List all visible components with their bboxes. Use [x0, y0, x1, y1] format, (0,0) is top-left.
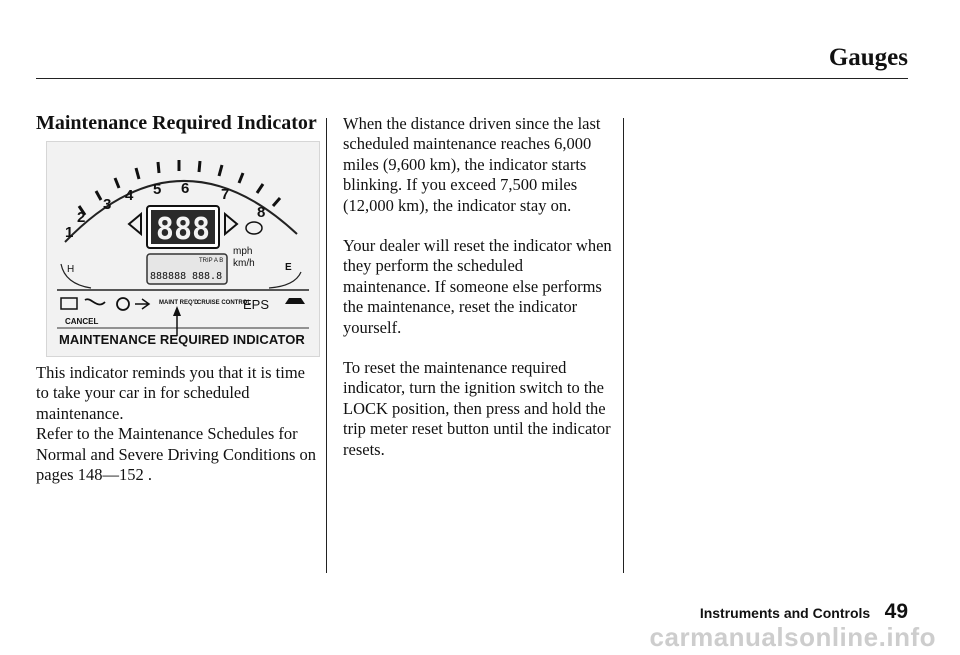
maint-reqd-label: MAINT REQ'D [159, 300, 199, 306]
column-divider-left [326, 118, 327, 573]
footer-section-title: Instruments and Controls [699, 605, 871, 621]
watermark: carmanualsonline.info [649, 622, 936, 652]
page-number: 49 [884, 600, 908, 623]
tach-number-2: 2 [77, 209, 86, 226]
tach-number-8: 8 [257, 204, 266, 221]
tach-number-3: 3 [103, 196, 112, 213]
tach-number-5: 5 [153, 181, 162, 198]
right-column-text [343, 114, 613, 460]
tach-number-4: 4 [125, 187, 134, 204]
speed-display-digits: 888 [155, 212, 211, 247]
temp-gauge-h-label: H [67, 264, 75, 275]
trip-label: TRIP A B [199, 258, 224, 264]
callout-arrow-icon [173, 306, 181, 316]
lights-on-icon [135, 299, 149, 309]
dealer-reset-paragraph: Your dealer will reset the indicator when they perform the scheduled maintenance. If someone else performs the maintenance, reset the indicator yourself. [343, 236, 612, 337]
oil-pressure-icon [85, 299, 105, 304]
reset-procedure-paragraph: To reset the maintenance required indicator, turn the ignition switch to the LOCK position, then press and hold the trip meter reset button until the indicator resets. [343, 358, 611, 459]
left-turn-arrow-icon [129, 214, 141, 234]
trip-digits: 888.8 [192, 271, 223, 282]
temp-gauge-arc [61, 264, 91, 288]
high-beam-icon [246, 222, 262, 234]
instrument-cluster-figure [46, 141, 320, 357]
odometer-digits: 888888 [150, 271, 187, 282]
reference-paragraph: Refer to the Maintenance Schedules for Normal and Severe Driving Conditions on pages 148—152 . [36, 424, 317, 485]
intro-paragraph: This indicator reminds you that it is time to take your car in for scheduled maintenance. [36, 363, 306, 423]
fuel-gauge-e-label: E [285, 262, 292, 273]
header-rule [36, 78, 908, 79]
right-turn-arrow-icon [225, 214, 237, 234]
instrument-cluster-illustration [47, 142, 319, 356]
tach-number-6: 6 [181, 180, 190, 197]
distance-paragraph: When the distance driven since the last scheduled maintenance reaches 6,000 miles (9,600 km), the indicator starts blinking. If you exceed 7,500 miles (12,000 km), the indicator stay on. [343, 114, 601, 215]
page-footer [700, 600, 908, 624]
tach-number-1: 1 [65, 224, 74, 241]
figure-caption: MAINTENANCE REQUIRED INDICATOR [59, 332, 305, 347]
check-engine-icon [117, 298, 129, 310]
left-column-text [36, 363, 320, 485]
eps-indicator-label: EPS [243, 297, 270, 312]
battery-warning-icon [61, 298, 77, 309]
cancel-label: CANCEL [65, 317, 99, 326]
tach-number-7: 7 [221, 186, 230, 203]
car-icon [285, 298, 305, 304]
fuel-gauge-arc [269, 272, 301, 288]
column-divider-right [623, 118, 624, 573]
page-header-title: Gauges [828, 44, 908, 71]
unit-kmh: km/h [233, 258, 255, 269]
cruise-control-label: CRUISE CONTROL [197, 300, 251, 306]
unit-mph: mph [233, 246, 253, 257]
section-heading: Maintenance Required Indicator [36, 112, 317, 134]
warning-indicator-row [61, 297, 305, 312]
